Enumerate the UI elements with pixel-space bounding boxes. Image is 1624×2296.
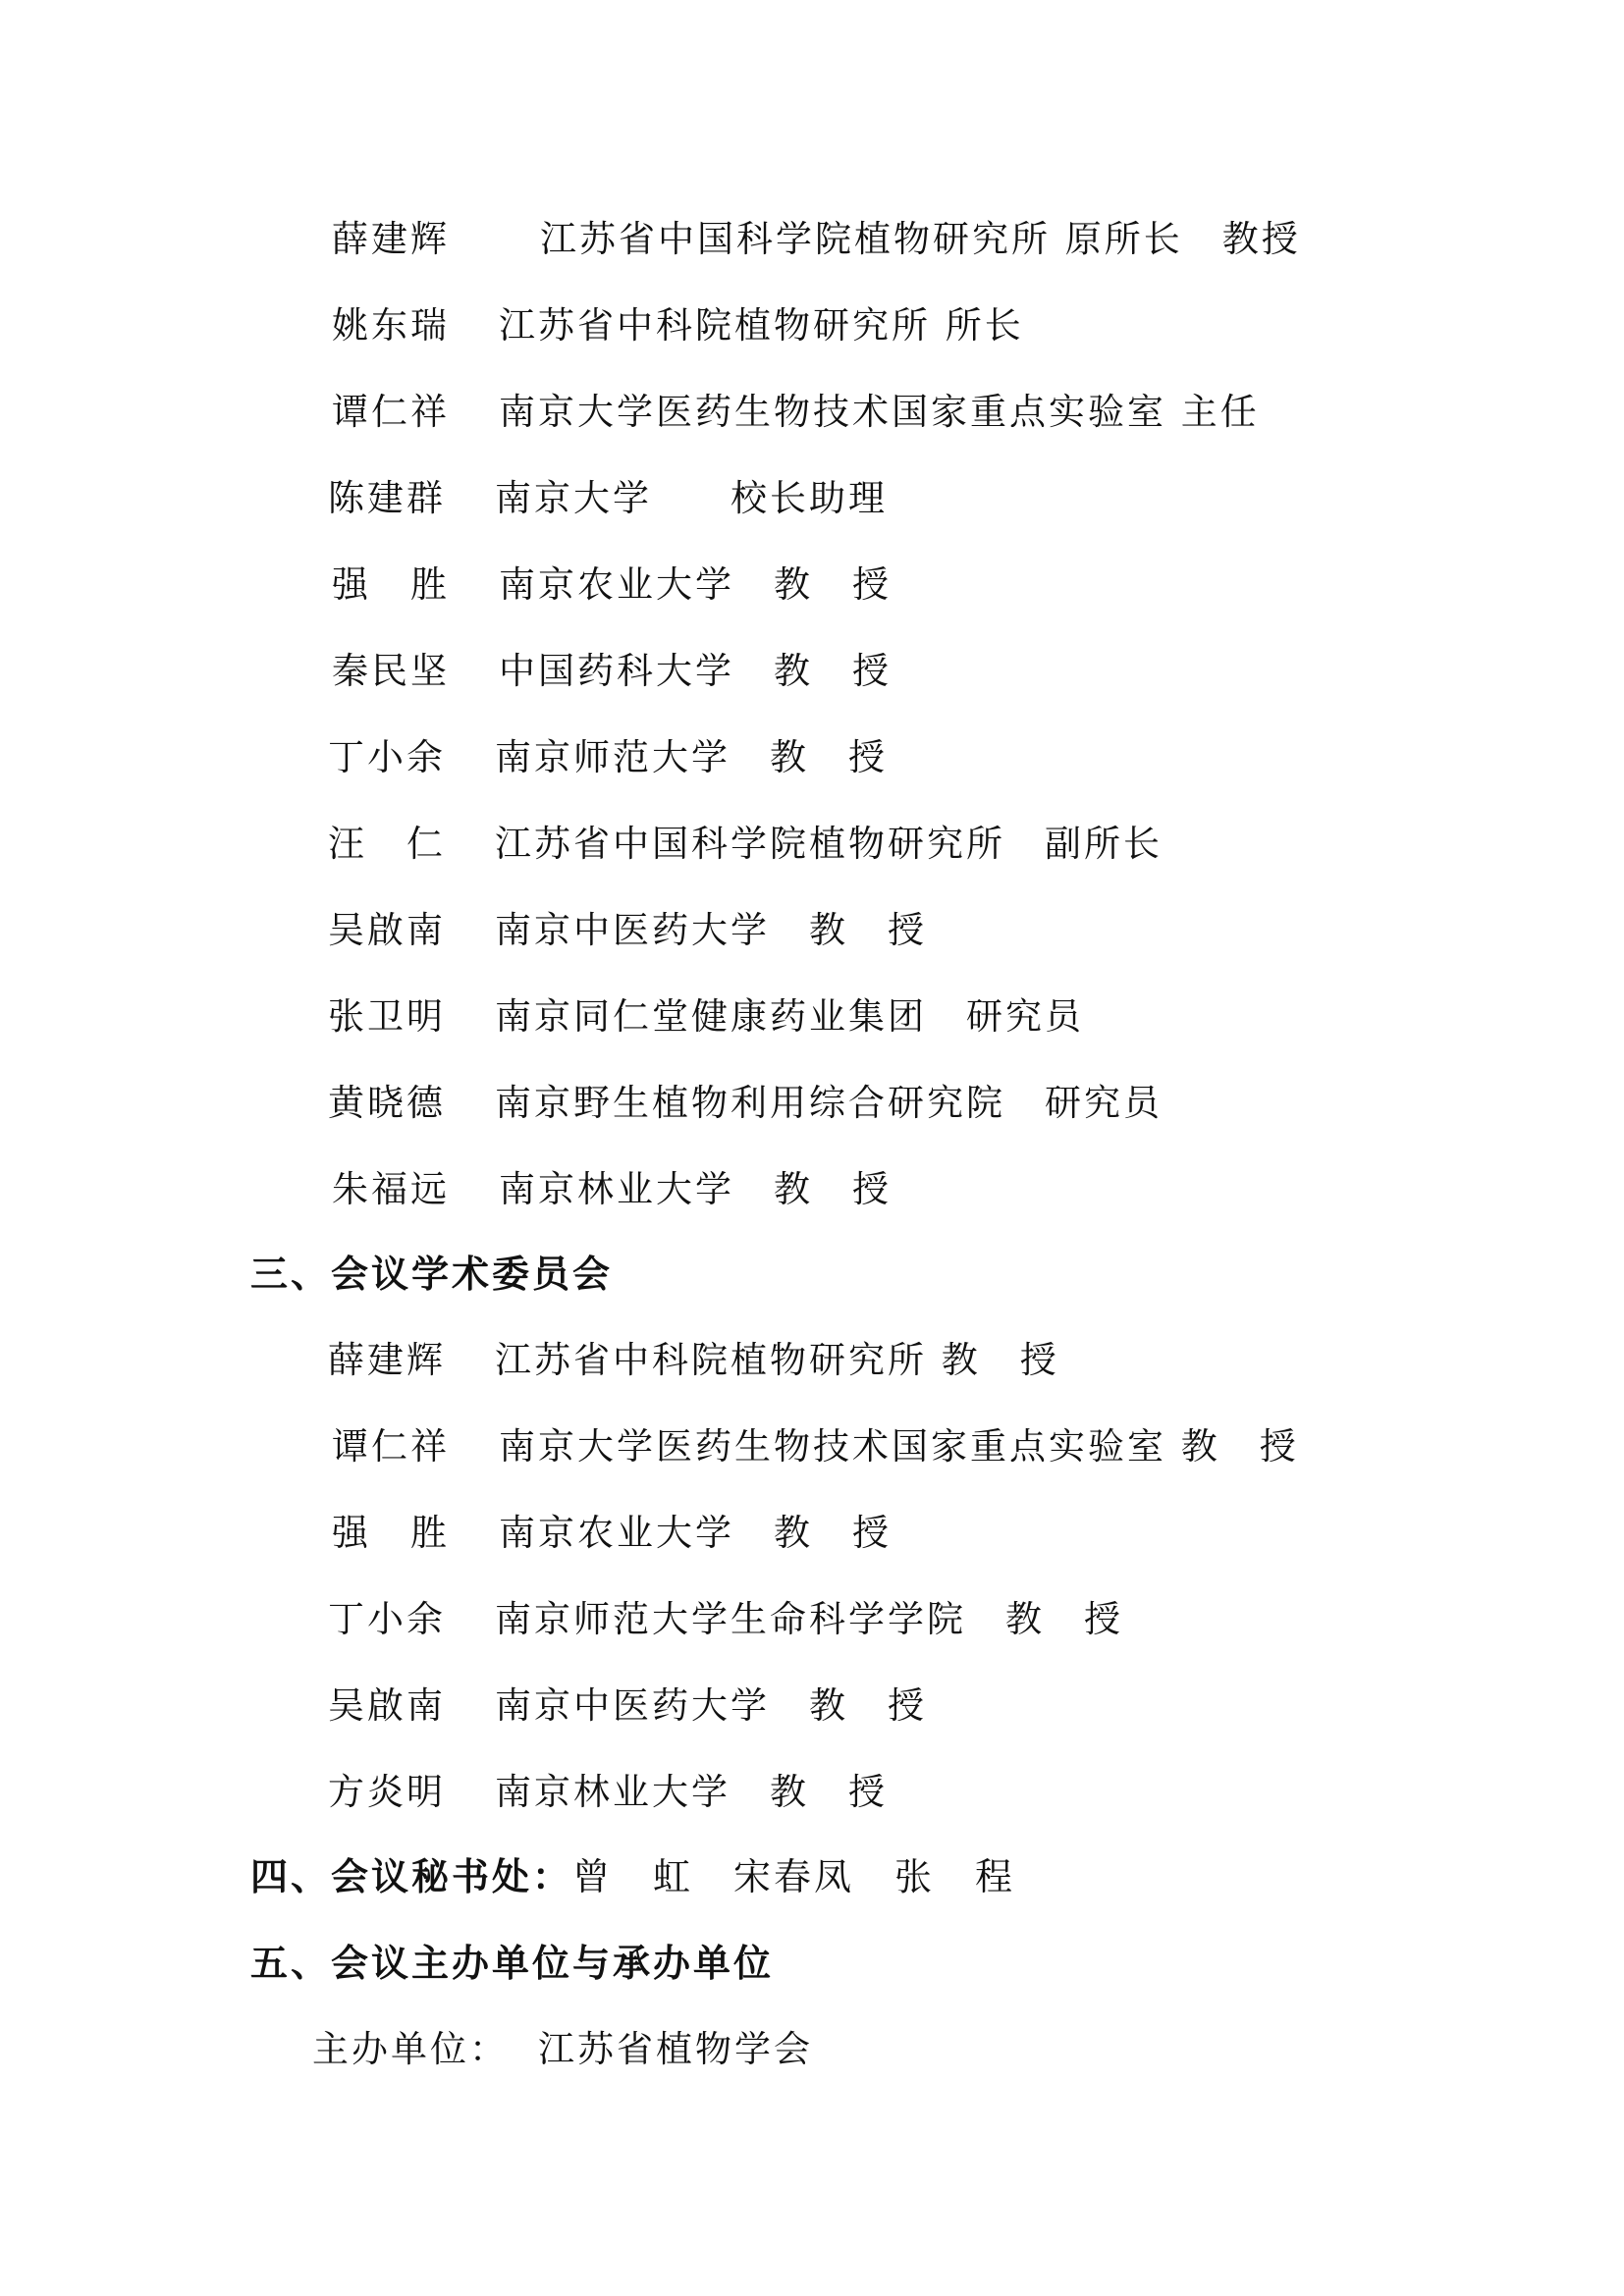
member-name: 姚东瑞 xyxy=(332,304,450,347)
member-affiliation: 南京师范大学 教 授 xyxy=(495,736,888,778)
secretariat-title: 四、会议秘书处： xyxy=(250,1854,573,1898)
member-affiliation: 南京农业大学 教 授 xyxy=(499,563,892,606)
member-affiliation: 南京中医药大学 教 授 xyxy=(495,909,927,951)
section-heading-academic-committee: 三、会议学术委员会 xyxy=(250,1252,614,1296)
member-row xyxy=(328,469,888,528)
member-row xyxy=(332,642,892,701)
member-row xyxy=(332,210,1301,269)
member-row xyxy=(328,988,1084,1046)
member-affiliation: 南京师范大学生命科学学院 教 授 xyxy=(495,1598,1123,1640)
member-row xyxy=(328,901,927,960)
member-name: 黄晓德 xyxy=(328,1082,446,1124)
member-name: 谭仁祥 xyxy=(332,1425,450,1468)
member-row xyxy=(332,1504,892,1563)
member-affiliation: 南京林业大学 教 授 xyxy=(495,1771,888,1813)
member-name: 陈建群 xyxy=(328,477,446,519)
member-name: 薛建辉 xyxy=(328,1339,446,1381)
member-affiliation: 南京中医药大学 教 授 xyxy=(495,1684,927,1727)
member-name: 谭仁祥 xyxy=(332,391,450,433)
member-row xyxy=(328,815,1163,874)
member-row xyxy=(328,1763,888,1822)
member-affiliation: 南京农业大学 教 授 xyxy=(499,1512,892,1554)
member-affiliation: 江苏省中科院植物研究所 教 授 xyxy=(495,1339,1059,1381)
member-row xyxy=(332,1160,892,1219)
member-name: 张卫明 xyxy=(328,995,446,1038)
member-name: 方炎明 xyxy=(328,1771,446,1813)
member-affiliation: 南京林业大学 教 授 xyxy=(499,1168,892,1210)
member-row xyxy=(332,1417,1299,1476)
member-name: 吴啟南 xyxy=(328,909,446,951)
member-name: 强 胜 xyxy=(332,1512,450,1554)
member-row xyxy=(332,556,892,614)
host-label: 主办单位： xyxy=(312,2028,509,2070)
member-name: 秦民坚 xyxy=(332,650,450,692)
member-name: 薛建辉 xyxy=(332,218,450,260)
member-row xyxy=(332,383,1260,442)
member-affiliation: 江苏省中科院植物研究所 所长 xyxy=(499,304,1024,347)
member-affiliation: 南京同仁堂健康药业集团 研究员 xyxy=(495,995,1084,1038)
section-heading-organizers: 五、会议主办单位与承办单位 xyxy=(250,1941,775,1985)
host-row xyxy=(312,2020,813,2079)
member-name: 朱福远 xyxy=(332,1168,450,1210)
member-name: 丁小余 xyxy=(328,736,446,778)
section-heading-secretariat xyxy=(250,1847,1015,1906)
secretariat-members: 曾 虹 宋春凤 张 程 xyxy=(572,1855,1016,1898)
member-affiliation: 南京野生植物利用综合研究院 研究员 xyxy=(495,1082,1163,1124)
member-affiliation: 南京大学医药生物技术国家重点实验室 教 授 xyxy=(499,1425,1299,1468)
member-affiliation: 中国药科大学 教 授 xyxy=(499,650,892,692)
member-row xyxy=(328,1331,1059,1390)
member-affiliation: 南京大学 校长助理 xyxy=(495,477,888,519)
member-row xyxy=(328,1074,1163,1133)
member-affiliation: 南京大学医药生物技术国家重点实验室 主任 xyxy=(499,391,1260,433)
member-name: 汪 仁 xyxy=(328,823,446,865)
member-row xyxy=(328,1677,927,1735)
host-value: 江苏省植物学会 xyxy=(538,2028,813,2070)
member-row xyxy=(332,296,1024,355)
member-row xyxy=(328,728,888,787)
member-name: 丁小余 xyxy=(328,1598,446,1640)
member-name: 吴啟南 xyxy=(328,1684,446,1727)
member-row xyxy=(328,1590,1123,1649)
member-affiliation: 江苏省中国科学院植物研究所 副所长 xyxy=(495,823,1163,865)
member-affiliation: 江苏省中国科学院植物研究所 原所长 教授 xyxy=(540,218,1301,260)
member-name: 强 胜 xyxy=(332,563,450,606)
